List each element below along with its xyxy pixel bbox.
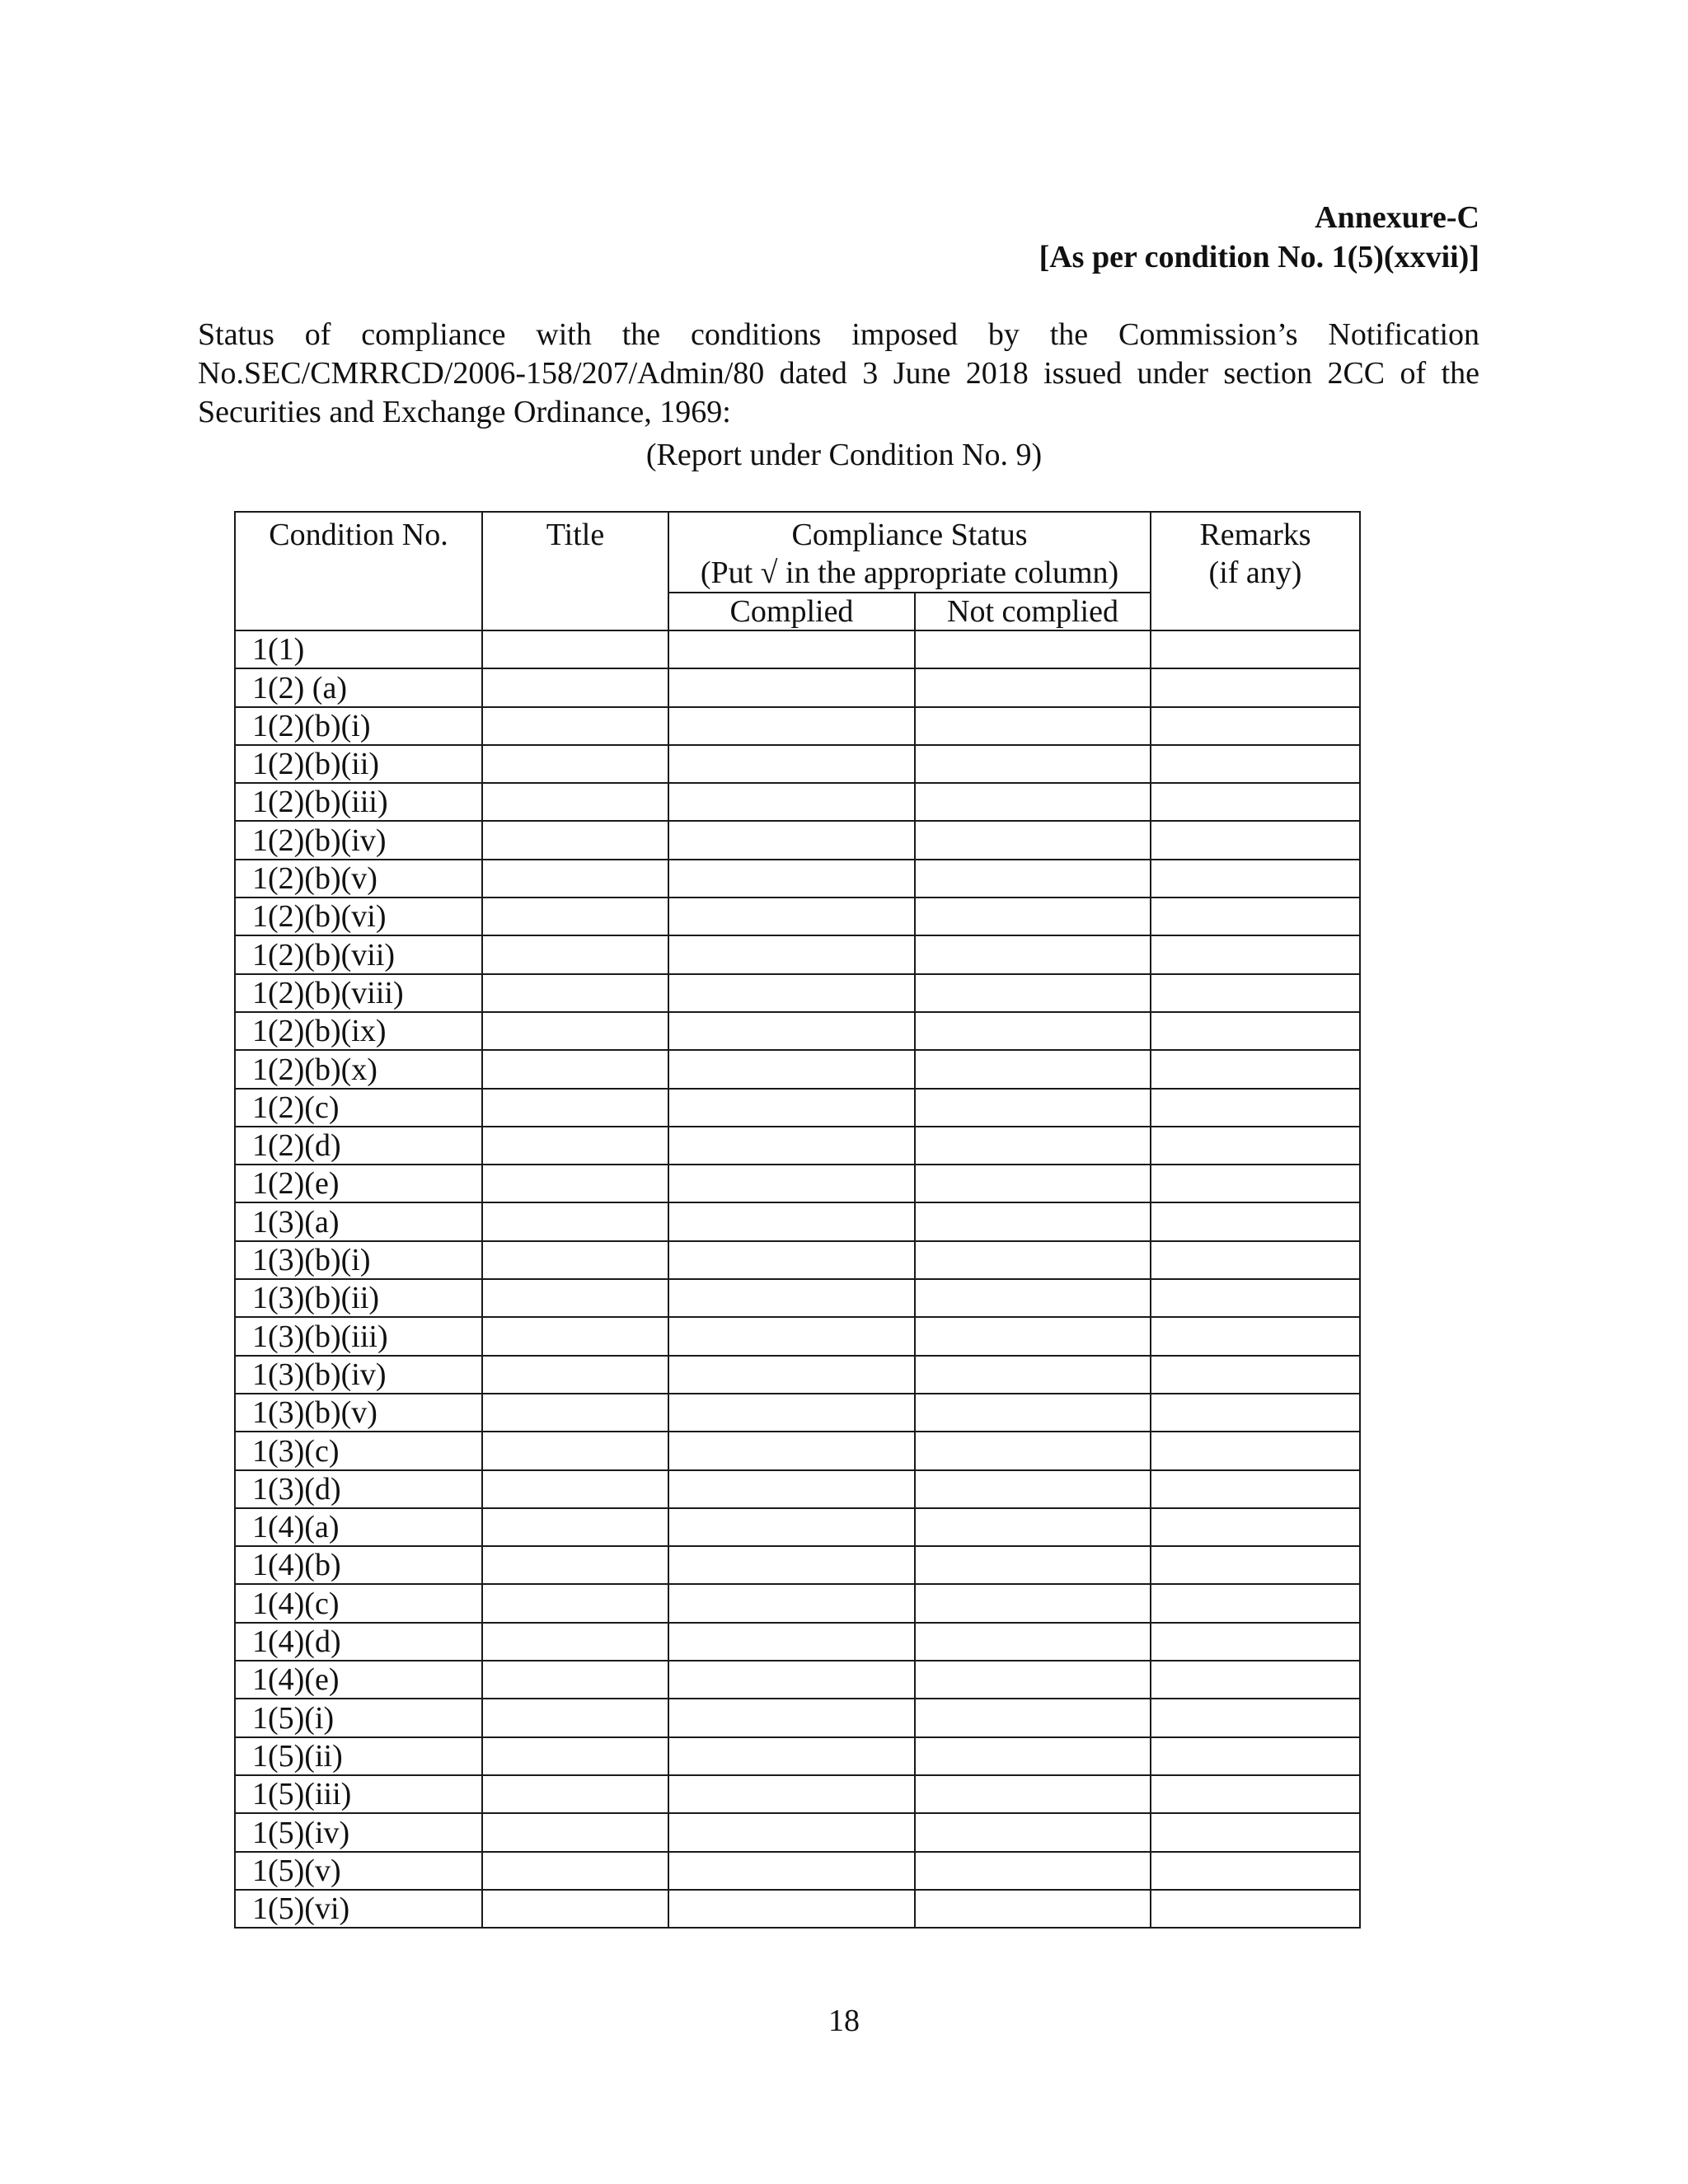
- not-complied-cell: [915, 1584, 1151, 1622]
- condition-no-cell: 1(4)(d): [235, 1623, 482, 1661]
- condition-no-cell: 1(2)(c): [235, 1089, 482, 1127]
- not-complied-cell: [915, 1394, 1151, 1432]
- header-not-complied: Not complied: [915, 593, 1151, 630]
- condition-no-cell: 1(5)(iii): [235, 1775, 482, 1813]
- title-cell: [482, 707, 668, 745]
- table-row: [235, 1279, 1360, 1317]
- not-complied-cell: [915, 630, 1151, 668]
- remarks-cell: [1151, 707, 1360, 745]
- not-complied-cell: [915, 1432, 1151, 1469]
- complied-cell: [668, 1852, 915, 1890]
- table-row: [235, 1699, 1360, 1736]
- complied-cell: [668, 1050, 915, 1088]
- header-remarks-note: (if any): [1208, 555, 1302, 590]
- title-cell: [482, 1775, 668, 1813]
- title-cell: [482, 860, 668, 898]
- table-row: [235, 668, 1360, 706]
- table-row: [235, 630, 1360, 668]
- complied-cell: [668, 668, 915, 706]
- table-row: [235, 1089, 1360, 1127]
- condition-no-cell: 1(2)(b)(ix): [235, 1012, 482, 1050]
- remarks-cell: [1151, 1699, 1360, 1736]
- complied-cell: [668, 1432, 915, 1469]
- remarks-cell: [1151, 668, 1360, 706]
- complied-cell: [668, 821, 915, 859]
- table-row: [235, 1775, 1360, 1813]
- remarks-cell: [1151, 1890, 1360, 1928]
- not-complied-cell: [915, 1623, 1151, 1661]
- title-cell: [482, 1127, 668, 1165]
- header-condition-no-label: Condition No.: [269, 518, 448, 552]
- condition-no-cell: 1(2)(b)(vi): [235, 898, 482, 935]
- table-row: [235, 1661, 1360, 1699]
- not-complied-cell: [915, 898, 1151, 935]
- condition-no-cell: 1(3)(b)(iv): [235, 1356, 482, 1394]
- table-row: [235, 1432, 1360, 1469]
- table-row: [235, 935, 1360, 973]
- title-cell: [482, 1623, 668, 1661]
- condition-no-cell: 1(3)(b)(iii): [235, 1317, 482, 1355]
- table-row: [235, 1317, 1360, 1355]
- table-row: [235, 745, 1360, 783]
- remarks-cell: [1151, 783, 1360, 821]
- remarks-cell: [1151, 1737, 1360, 1775]
- title-cell: [482, 1202, 668, 1240]
- title-cell: [482, 1279, 668, 1317]
- complied-cell: [668, 1775, 915, 1813]
- not-complied-cell: [915, 1813, 1151, 1851]
- not-complied-cell: [915, 935, 1151, 973]
- table-row: [235, 1813, 1360, 1851]
- condition-no-cell: 1(2)(e): [235, 1165, 482, 1202]
- not-complied-cell: [915, 1165, 1151, 1202]
- complied-cell: [668, 1737, 915, 1775]
- not-complied-cell: [915, 1661, 1151, 1699]
- table-row: [235, 1202, 1360, 1240]
- remarks-cell: [1151, 1508, 1360, 1546]
- table-row: [235, 1012, 1360, 1050]
- not-complied-cell: [915, 1852, 1151, 1890]
- not-complied-cell: [915, 1890, 1151, 1928]
- complied-cell: [668, 1661, 915, 1699]
- header-title: [482, 512, 668, 630]
- condition-no-cell: 1(3)(a): [235, 1202, 482, 1240]
- header-remarks: [1151, 512, 1360, 630]
- title-cell: [482, 1356, 668, 1394]
- complied-cell: [668, 1127, 915, 1165]
- not-complied-cell: [915, 1699, 1151, 1736]
- complied-cell: [668, 1470, 915, 1508]
- annexure-title: Annexure-C: [1315, 200, 1479, 235]
- not-complied-cell: [915, 1470, 1151, 1508]
- not-complied-cell: [915, 668, 1151, 706]
- table-row: [235, 1127, 1360, 1165]
- complied-cell: [668, 898, 915, 935]
- title-cell: [482, 1241, 668, 1279]
- title-cell: [482, 630, 668, 668]
- complied-cell: [668, 630, 915, 668]
- page-number: 18: [828, 2004, 860, 2038]
- condition-no-cell: 1(3)(b)(i): [235, 1241, 482, 1279]
- complied-cell: [668, 1813, 915, 1851]
- remarks-cell: [1151, 1012, 1360, 1050]
- condition-no-cell: 1(4)(c): [235, 1584, 482, 1622]
- complied-cell: [668, 1089, 915, 1127]
- title-cell: [482, 1012, 668, 1050]
- complied-cell: [668, 1356, 915, 1394]
- complied-cell: [668, 1584, 915, 1622]
- table-row: [235, 1050, 1360, 1088]
- remarks-cell: [1151, 1356, 1360, 1394]
- title-cell: [482, 1890, 668, 1928]
- condition-no-cell: 1(1): [235, 630, 482, 668]
- not-complied-cell: [915, 745, 1151, 783]
- complied-cell: [668, 1165, 915, 1202]
- condition-no-cell: 1(5)(v): [235, 1852, 482, 1890]
- condition-no-cell: 1(2)(b)(iv): [235, 821, 482, 859]
- not-complied-cell: [915, 1508, 1151, 1546]
- condition-no-cell: 1(3)(d): [235, 1470, 482, 1508]
- condition-no-cell: 1(2)(b)(v): [235, 860, 482, 898]
- header-compliance-status-label: Compliance Status: [791, 518, 1028, 552]
- annexure-condition-reference: [As per condition No. 1(5)(xxvii)]: [1039, 240, 1479, 274]
- remarks-cell: [1151, 1127, 1360, 1165]
- title-cell: [482, 898, 668, 935]
- header-title-label: Title: [546, 518, 605, 552]
- title-cell: [482, 1050, 668, 1088]
- remarks-cell: [1151, 1813, 1360, 1851]
- remarks-cell: [1151, 630, 1360, 668]
- title-cell: [482, 1661, 668, 1699]
- not-complied-cell: [915, 1317, 1151, 1355]
- table-row: [235, 1508, 1360, 1546]
- title-cell: [482, 1165, 668, 1202]
- title-cell: [482, 1813, 668, 1851]
- complied-cell: [668, 1890, 915, 1928]
- title-cell: [482, 1852, 668, 1890]
- title-cell: [482, 1546, 668, 1584]
- not-complied-cell: [915, 1202, 1151, 1240]
- title-cell: [482, 1089, 668, 1127]
- complied-cell: [668, 1394, 915, 1432]
- remarks-cell: [1151, 745, 1360, 783]
- remarks-cell: [1151, 1432, 1360, 1469]
- header-condition-no: [235, 512, 482, 630]
- remarks-cell: [1151, 1775, 1360, 1813]
- not-complied-cell: [915, 1279, 1151, 1317]
- complied-cell: [668, 974, 915, 1012]
- condition-no-cell: 1(2)(b)(vii): [235, 935, 482, 973]
- header-compliance-status: [668, 512, 1151, 593]
- condition-no-cell: 1(2) (a): [235, 668, 482, 706]
- remarks-cell: [1151, 1241, 1360, 1279]
- table-row: [235, 860, 1360, 898]
- title-cell: [482, 668, 668, 706]
- remarks-cell: [1151, 898, 1360, 935]
- condition-no-cell: 1(4)(a): [235, 1508, 482, 1546]
- condition-no-cell: 1(4)(e): [235, 1661, 482, 1699]
- condition-no-cell: 1(2)(b)(x): [235, 1050, 482, 1088]
- not-complied-cell: [915, 821, 1151, 859]
- not-complied-cell: [915, 1546, 1151, 1584]
- complied-cell: [668, 707, 915, 745]
- title-cell: [482, 1470, 668, 1508]
- title-cell: [482, 821, 668, 859]
- complied-cell: [668, 935, 915, 973]
- title-cell: [482, 1317, 668, 1355]
- complied-cell: [668, 1317, 915, 1355]
- complied-cell: [668, 1699, 915, 1736]
- title-cell: [482, 1737, 668, 1775]
- remarks-cell: [1151, 1202, 1360, 1240]
- title-cell: [482, 1584, 668, 1622]
- table-row: [235, 707, 1360, 745]
- table-row: [235, 898, 1360, 935]
- title-cell: [482, 935, 668, 973]
- remarks-cell: [1151, 1623, 1360, 1661]
- not-complied-cell: [915, 1356, 1151, 1394]
- header-remarks-label: Remarks: [1199, 518, 1311, 552]
- table-row: [235, 821, 1360, 859]
- condition-no-cell: 1(2)(d): [235, 1127, 482, 1165]
- not-complied-cell: [915, 974, 1151, 1012]
- complied-cell: [668, 783, 915, 821]
- condition-no-cell: 1(2)(b)(i): [235, 707, 482, 745]
- remarks-cell: [1151, 1317, 1360, 1355]
- table-row: [235, 1737, 1360, 1775]
- title-cell: [482, 1699, 668, 1736]
- complied-cell: [668, 860, 915, 898]
- not-complied-cell: [915, 1050, 1151, 1088]
- remarks-cell: [1151, 1089, 1360, 1127]
- header-complied: Complied: [668, 593, 915, 630]
- complied-cell: [668, 1623, 915, 1661]
- intro-paragraph: Status of compliance with the conditions imposed by the Commission’s Notification No.SEC/CMRRCD/2006-158/207/Admin/80 dated 3 June 2018 issued under section 2CC of the Securities and Exchange Ordinance, 1969:: [198, 317, 1479, 429]
- remarks-cell: [1151, 821, 1360, 859]
- not-complied-cell: [915, 1737, 1151, 1775]
- remarks-cell: [1151, 1050, 1360, 1088]
- table-row: [235, 1356, 1360, 1394]
- table-row: [235, 1852, 1360, 1890]
- table-row: [235, 1623, 1360, 1661]
- title-cell: [482, 1394, 668, 1432]
- title-cell: [482, 745, 668, 783]
- not-complied-cell: [915, 707, 1151, 745]
- not-complied-cell: [915, 1241, 1151, 1279]
- remarks-cell: [1151, 1661, 1360, 1699]
- condition-no-cell: 1(5)(vi): [235, 1890, 482, 1928]
- header-compliance-note: (Put √ in the appropriate column): [700, 555, 1119, 590]
- table-row: [235, 1584, 1360, 1622]
- report-note: (Report under Condition No. 9): [645, 438, 1043, 472]
- complied-cell: [668, 1241, 915, 1279]
- title-cell: [482, 1508, 668, 1546]
- remarks-cell: [1151, 1584, 1360, 1622]
- complied-cell: [668, 1279, 915, 1317]
- table-row: [235, 1394, 1360, 1432]
- condition-no-cell: 1(3)(c): [235, 1432, 482, 1469]
- complied-cell: [668, 1202, 915, 1240]
- title-cell: [482, 1432, 668, 1469]
- complied-cell: [668, 745, 915, 783]
- remarks-cell: [1151, 1394, 1360, 1432]
- table-row: [235, 1165, 1360, 1202]
- remarks-cell: [1151, 1852, 1360, 1890]
- remarks-cell: [1151, 935, 1360, 973]
- not-complied-cell: [915, 1127, 1151, 1165]
- condition-no-cell: 1(5)(ii): [235, 1737, 482, 1775]
- not-complied-cell: [915, 1089, 1151, 1127]
- compliance-table-body: [235, 630, 1360, 1928]
- not-complied-cell: [915, 860, 1151, 898]
- not-complied-cell: [915, 783, 1151, 821]
- remarks-cell: [1151, 1165, 1360, 1202]
- remarks-cell: [1151, 860, 1360, 898]
- condition-no-cell: 1(2)(b)(iii): [235, 783, 482, 821]
- condition-no-cell: 1(3)(b)(ii): [235, 1279, 482, 1317]
- not-complied-cell: [915, 1012, 1151, 1050]
- title-cell: [482, 974, 668, 1012]
- table-row: [235, 1890, 1360, 1928]
- condition-no-cell: 1(2)(b)(viii): [235, 974, 482, 1012]
- table-row: [235, 1470, 1360, 1508]
- condition-no-cell: 1(4)(b): [235, 1546, 482, 1584]
- complied-cell: [668, 1012, 915, 1050]
- complied-cell: [668, 1508, 915, 1546]
- condition-no-cell: 1(5)(iv): [235, 1813, 482, 1851]
- condition-no-cell: 1(5)(i): [235, 1699, 482, 1736]
- not-complied-cell: [915, 1775, 1151, 1813]
- table-row: [235, 974, 1360, 1012]
- remarks-cell: [1151, 1470, 1360, 1508]
- table-row: [235, 783, 1360, 821]
- title-cell: [482, 783, 668, 821]
- remarks-cell: [1151, 974, 1360, 1012]
- remarks-cell: [1151, 1279, 1360, 1317]
- compliance-table: [234, 511, 1361, 1929]
- condition-no-cell: 1(3)(b)(v): [235, 1394, 482, 1432]
- condition-no-cell: 1(2)(b)(ii): [235, 745, 482, 783]
- table-row: [235, 1546, 1360, 1584]
- table-row: [235, 1241, 1360, 1279]
- complied-cell: [668, 1546, 915, 1584]
- remarks-cell: [1151, 1546, 1360, 1584]
